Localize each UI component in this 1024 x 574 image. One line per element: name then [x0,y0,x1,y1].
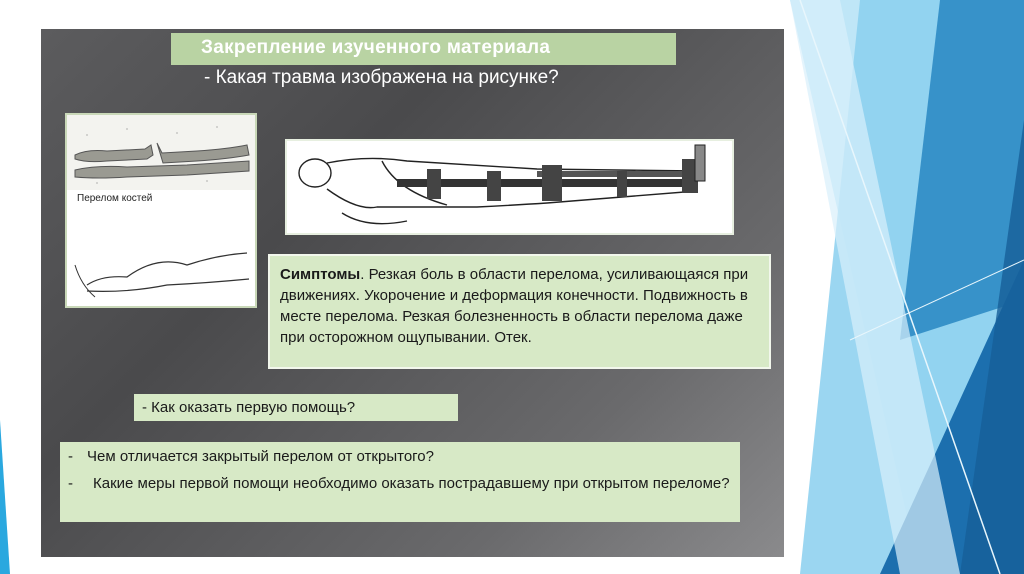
symptoms-box [268,254,771,369]
symptoms-text: . Резкая боль в области перелома, усиливающаяся при движениях. Укорочение и деформация конечности. Подвижность в месте перелома. Резкая болезненность в области перелома даже при осторожном ощупывании. Отек. [280,266,749,346]
bottom-question-1: Чем отличается закрытый перелом от открытого? [87,448,434,465]
fracture-illustration [65,113,257,308]
bullet-dash: - [68,448,73,465]
fracture-caption: Перелом костей [77,193,153,204]
title-box [171,33,676,65]
bottom-question-2: Какие меры первой помощи необходимо оказать пострадавшему при открытом переломе? [93,475,730,492]
symptoms-heading: Симптомы [280,266,361,283]
first-aid-question: - Как оказать первую помощь? [142,399,356,416]
question-text: - Какая травма изображена на рисунке? [204,67,559,88]
first-aid-question-box [134,394,458,421]
slide-content [41,29,784,557]
splint-illustration [285,139,734,235]
fracture-drawing [67,115,255,306]
bottom-question-row-2 [68,473,732,494]
bottom-question-row-1 [68,446,732,467]
splint-drawing [287,141,732,233]
bottom-questions-box [60,442,740,522]
slide-title: Закрепление изученного материала [201,37,551,58]
bullet-dash: - [68,475,73,492]
